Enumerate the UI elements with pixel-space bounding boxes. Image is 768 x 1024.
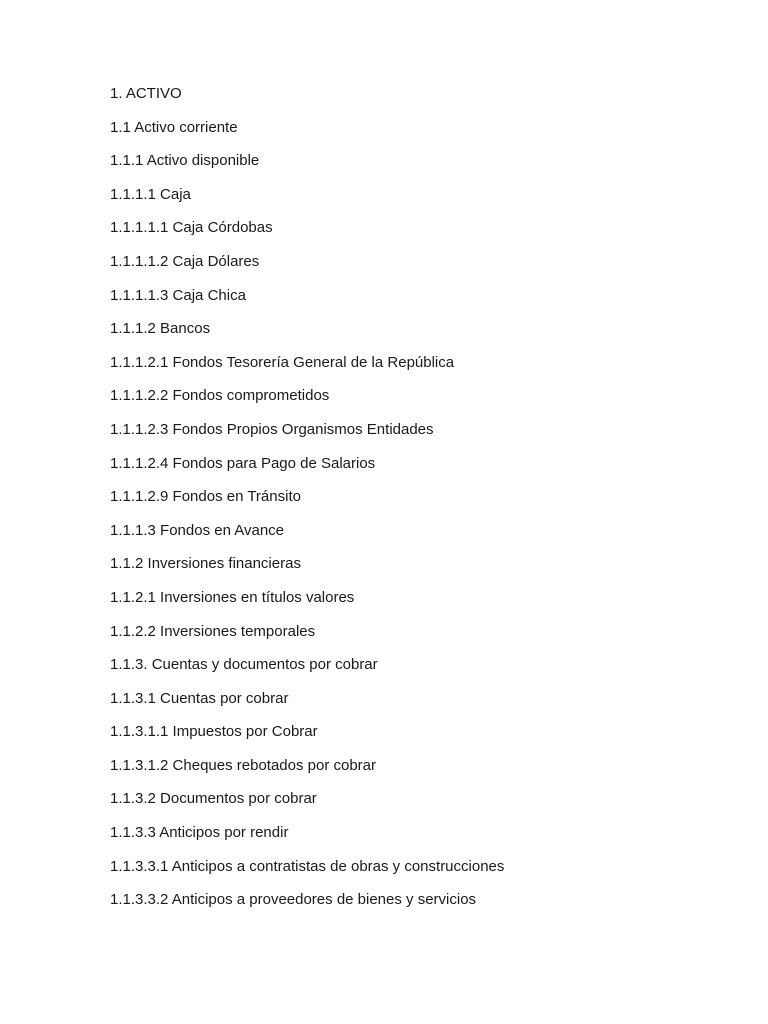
account-line-fondos-propios: 1.1.1.2.3 Fondos Propios Organismos Entidades	[110, 420, 434, 438]
account-line-bancos: 1.1.1.2 Bancos	[110, 320, 211, 338]
account-line-fondos-avance: 1.1.1.3 Fondos en Avance	[110, 521, 285, 539]
account-line-inversiones-titulos: 1.1.2.1 Inversiones en títulos valores	[110, 588, 355, 606]
account-line-activo-disponible: 1.1.1 Activo disponible	[110, 152, 260, 170]
account-line-inversiones-financieras: 1.1.2 Inversiones financieras	[110, 555, 301, 573]
account-line-fondos-salarios: 1.1.1.2.4 Fondos para Pago de Salarios	[110, 454, 376, 472]
account-line-cuentas-documentos: 1.1.3. Cuentas y documentos por cobrar	[110, 656, 378, 674]
account-line-anticipos-contratistas: 1.1.3.3.1 Anticipos a contratistas de obras y construcciones	[110, 857, 505, 875]
account-line-caja-cordobas: 1.1.1.1.1 Caja Córdobas	[110, 219, 273, 237]
account-line-activo: 1. ACTIVO	[110, 85, 182, 102]
account-line-fondos-tesoreria: 1.1.1.2.1 Fondos Tesorería General de la República	[110, 353, 455, 371]
account-line-fondos-comprometidos: 1.1.1.2.2 Fondos comprometidos	[110, 387, 330, 405]
account-line-caja-dolares: 1.1.1.1.2 Caja Dólares	[110, 252, 260, 270]
account-list	[110, 84, 504, 924]
account-line-cheques-rebotados: 1.1.3.1.2 Cheques rebotados por cobrar	[110, 756, 377, 774]
account-line-caja-chica: 1.1.1.1.3 Caja Chica	[110, 286, 246, 304]
account-line-anticipos-proveedores: 1.1.3.3.2 Anticipos a proveedores de bienes y servicios	[110, 891, 477, 909]
account-line-anticipos-rendir: 1.1.3.3 Anticipos por rendir	[110, 824, 289, 842]
account-line-cuentas-por-cobrar: 1.1.3.1 Cuentas por cobrar	[110, 689, 289, 707]
account-line-inversiones-temporales: 1.1.2.2 Inversiones temporales	[110, 622, 316, 640]
account-line-activo-corriente: 1.1 Activo corriente	[110, 118, 238, 136]
account-line-documentos-por-cobrar: 1.1.3.2 Documentos por cobrar	[110, 790, 317, 808]
account-line-fondos-transito: 1.1.1.2.9 Fondos en Tránsito	[110, 488, 301, 506]
account-line-caja: 1.1.1.1 Caja	[110, 185, 191, 203]
account-line-impuestos: 1.1.3.1.1 Impuestos por Cobrar	[110, 723, 318, 741]
